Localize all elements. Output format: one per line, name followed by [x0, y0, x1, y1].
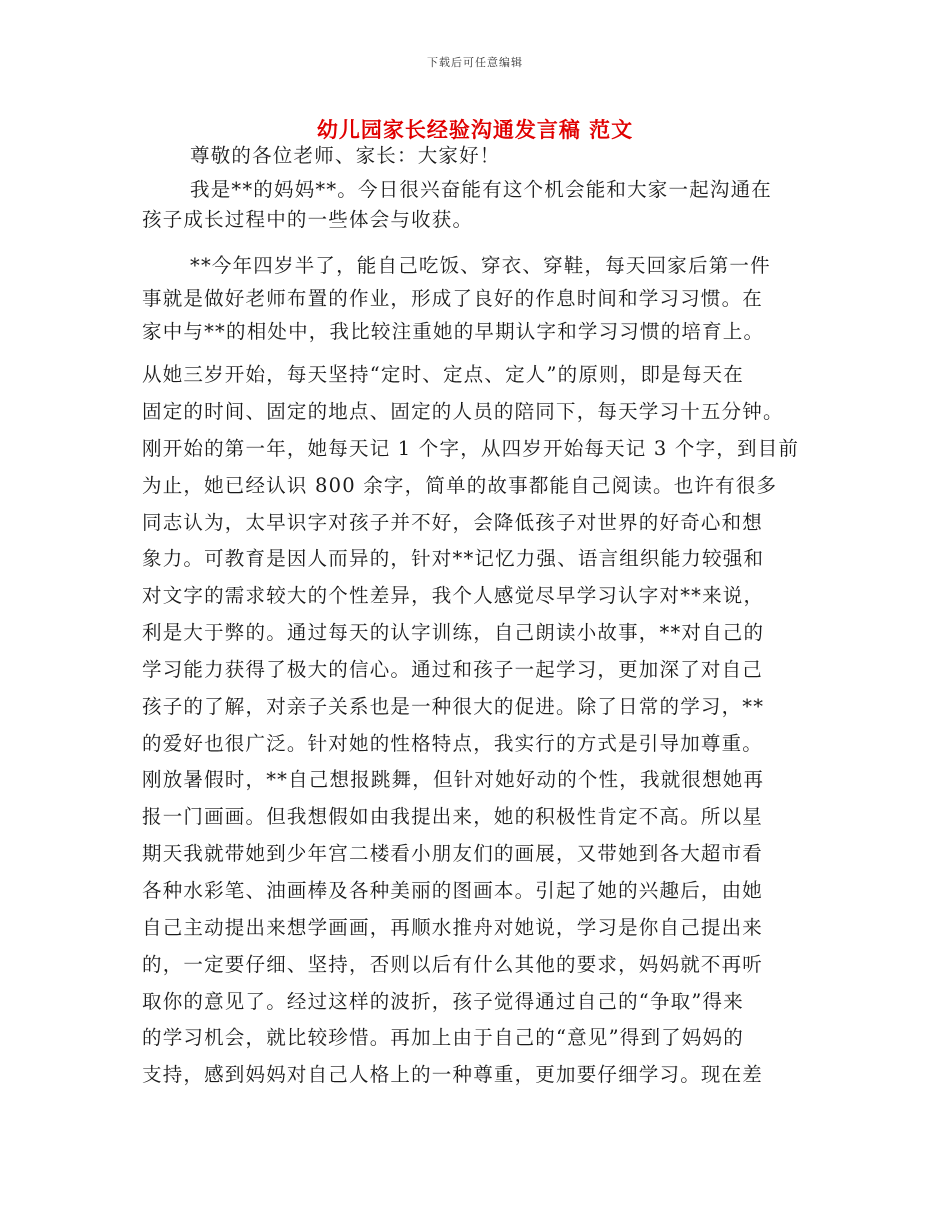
body-line: 支持，感到妈妈对自己人格上的一种尊重，更加要仔细学习。现在差: [142, 1063, 764, 1086]
body-line: 家中与**的相处中，我比较注重她的早期认字和学习习惯的培育上。: [142, 320, 765, 343]
body-line: 利是大于弊的。通过每天的认字训练，自己朗读小故事，**对自己的: [142, 621, 765, 644]
body-line: 自己主动提出来想学画画，再顺水推舟对她说，学习是你自己提出来: [142, 916, 764, 939]
body-line: 取你的意见了。经过这样的波折，孩子觉得通过自己的“争取”得来: [142, 990, 744, 1013]
body-line: 固定的时间、固定的地点、固定的人员的陪同下，每天学习十五分钟。: [142, 400, 784, 423]
body-line: 期天我就带她到少年宫二楼看小朋友们的画展，又带她到各大超市看: [142, 842, 764, 865]
body-line: 学习能力获得了极大的信心。通过和孩子一起学习，更加深了对自己: [142, 658, 764, 681]
body-line: 刚放暑假时，**自己想报跳舞，但针对她好动的个性，我就很想她再: [142, 768, 765, 791]
body-line: 同志认为，太早识字对孩子并不好，会降低孩子对世界的好奇心和想: [142, 511, 764, 534]
body-line: 的学习机会，就比较珍惜。再加上由于自己的“意见”得到了妈妈的: [142, 1026, 744, 1049]
body-line: 我是**的妈妈**。今日很兴奋能有这个机会能和大家一起沟通在: [190, 178, 773, 201]
body-line: **今年四岁半了，能自己吃饭、穿衣、穿鞋，每天回家后第一件: [190, 254, 771, 277]
body-line: 的爱好也很广泛。针对她的性格特点，我实行的方式是引导加尊重。: [142, 732, 764, 755]
body-line: 从她三岁开始，每天坚持“定时、定点、定人”的原则，即是每天在: [142, 363, 744, 386]
body-line: 的，一定要仔细、坚持，否则以后有什么其他的要求，妈妈就不再听: [142, 953, 764, 976]
body-line: 事就是做好老师布置的作业，形成了良好的作息时间和学习习惯。在: [142, 287, 764, 310]
body-line: 各种水彩笔、油画棒及各种美丽的图画本。引起了她的兴趣后，由她: [142, 879, 764, 902]
page-header-note: 下载后可任意编辑: [427, 56, 523, 69]
body-line: 孩子成长过程中的一些体会与收获。: [142, 208, 474, 231]
body-line: 刚开始的第一年，她每天记 1 个字，从四岁开始每天记 3 个字，到目前: [142, 437, 800, 460]
body-line-greeting: 尊敬的各位老师、家长：大家好！: [190, 144, 501, 167]
body-line: 孩子的了解，对亲子关系也是一种很大的促进。除了日常的学习，**: [142, 695, 765, 718]
body-line: 对文字的需求较大的个性差异，我个人感觉尽早学习认字对**来说，: [142, 584, 765, 607]
body-line: 象力。可教育是因人而异的，针对**记忆力强、语言组织能力较强和: [142, 547, 765, 570]
document-title: 幼儿园家长经验沟通发言稿 范文: [316, 117, 634, 142]
body-line: 为止，她已经认识 800 余字，简单的故事都能自己阅读。也许有很多: [142, 474, 778, 497]
body-line: 报一门画画。但我想假如由我提出来，她的积极性肯定不高。所以星: [142, 805, 764, 828]
